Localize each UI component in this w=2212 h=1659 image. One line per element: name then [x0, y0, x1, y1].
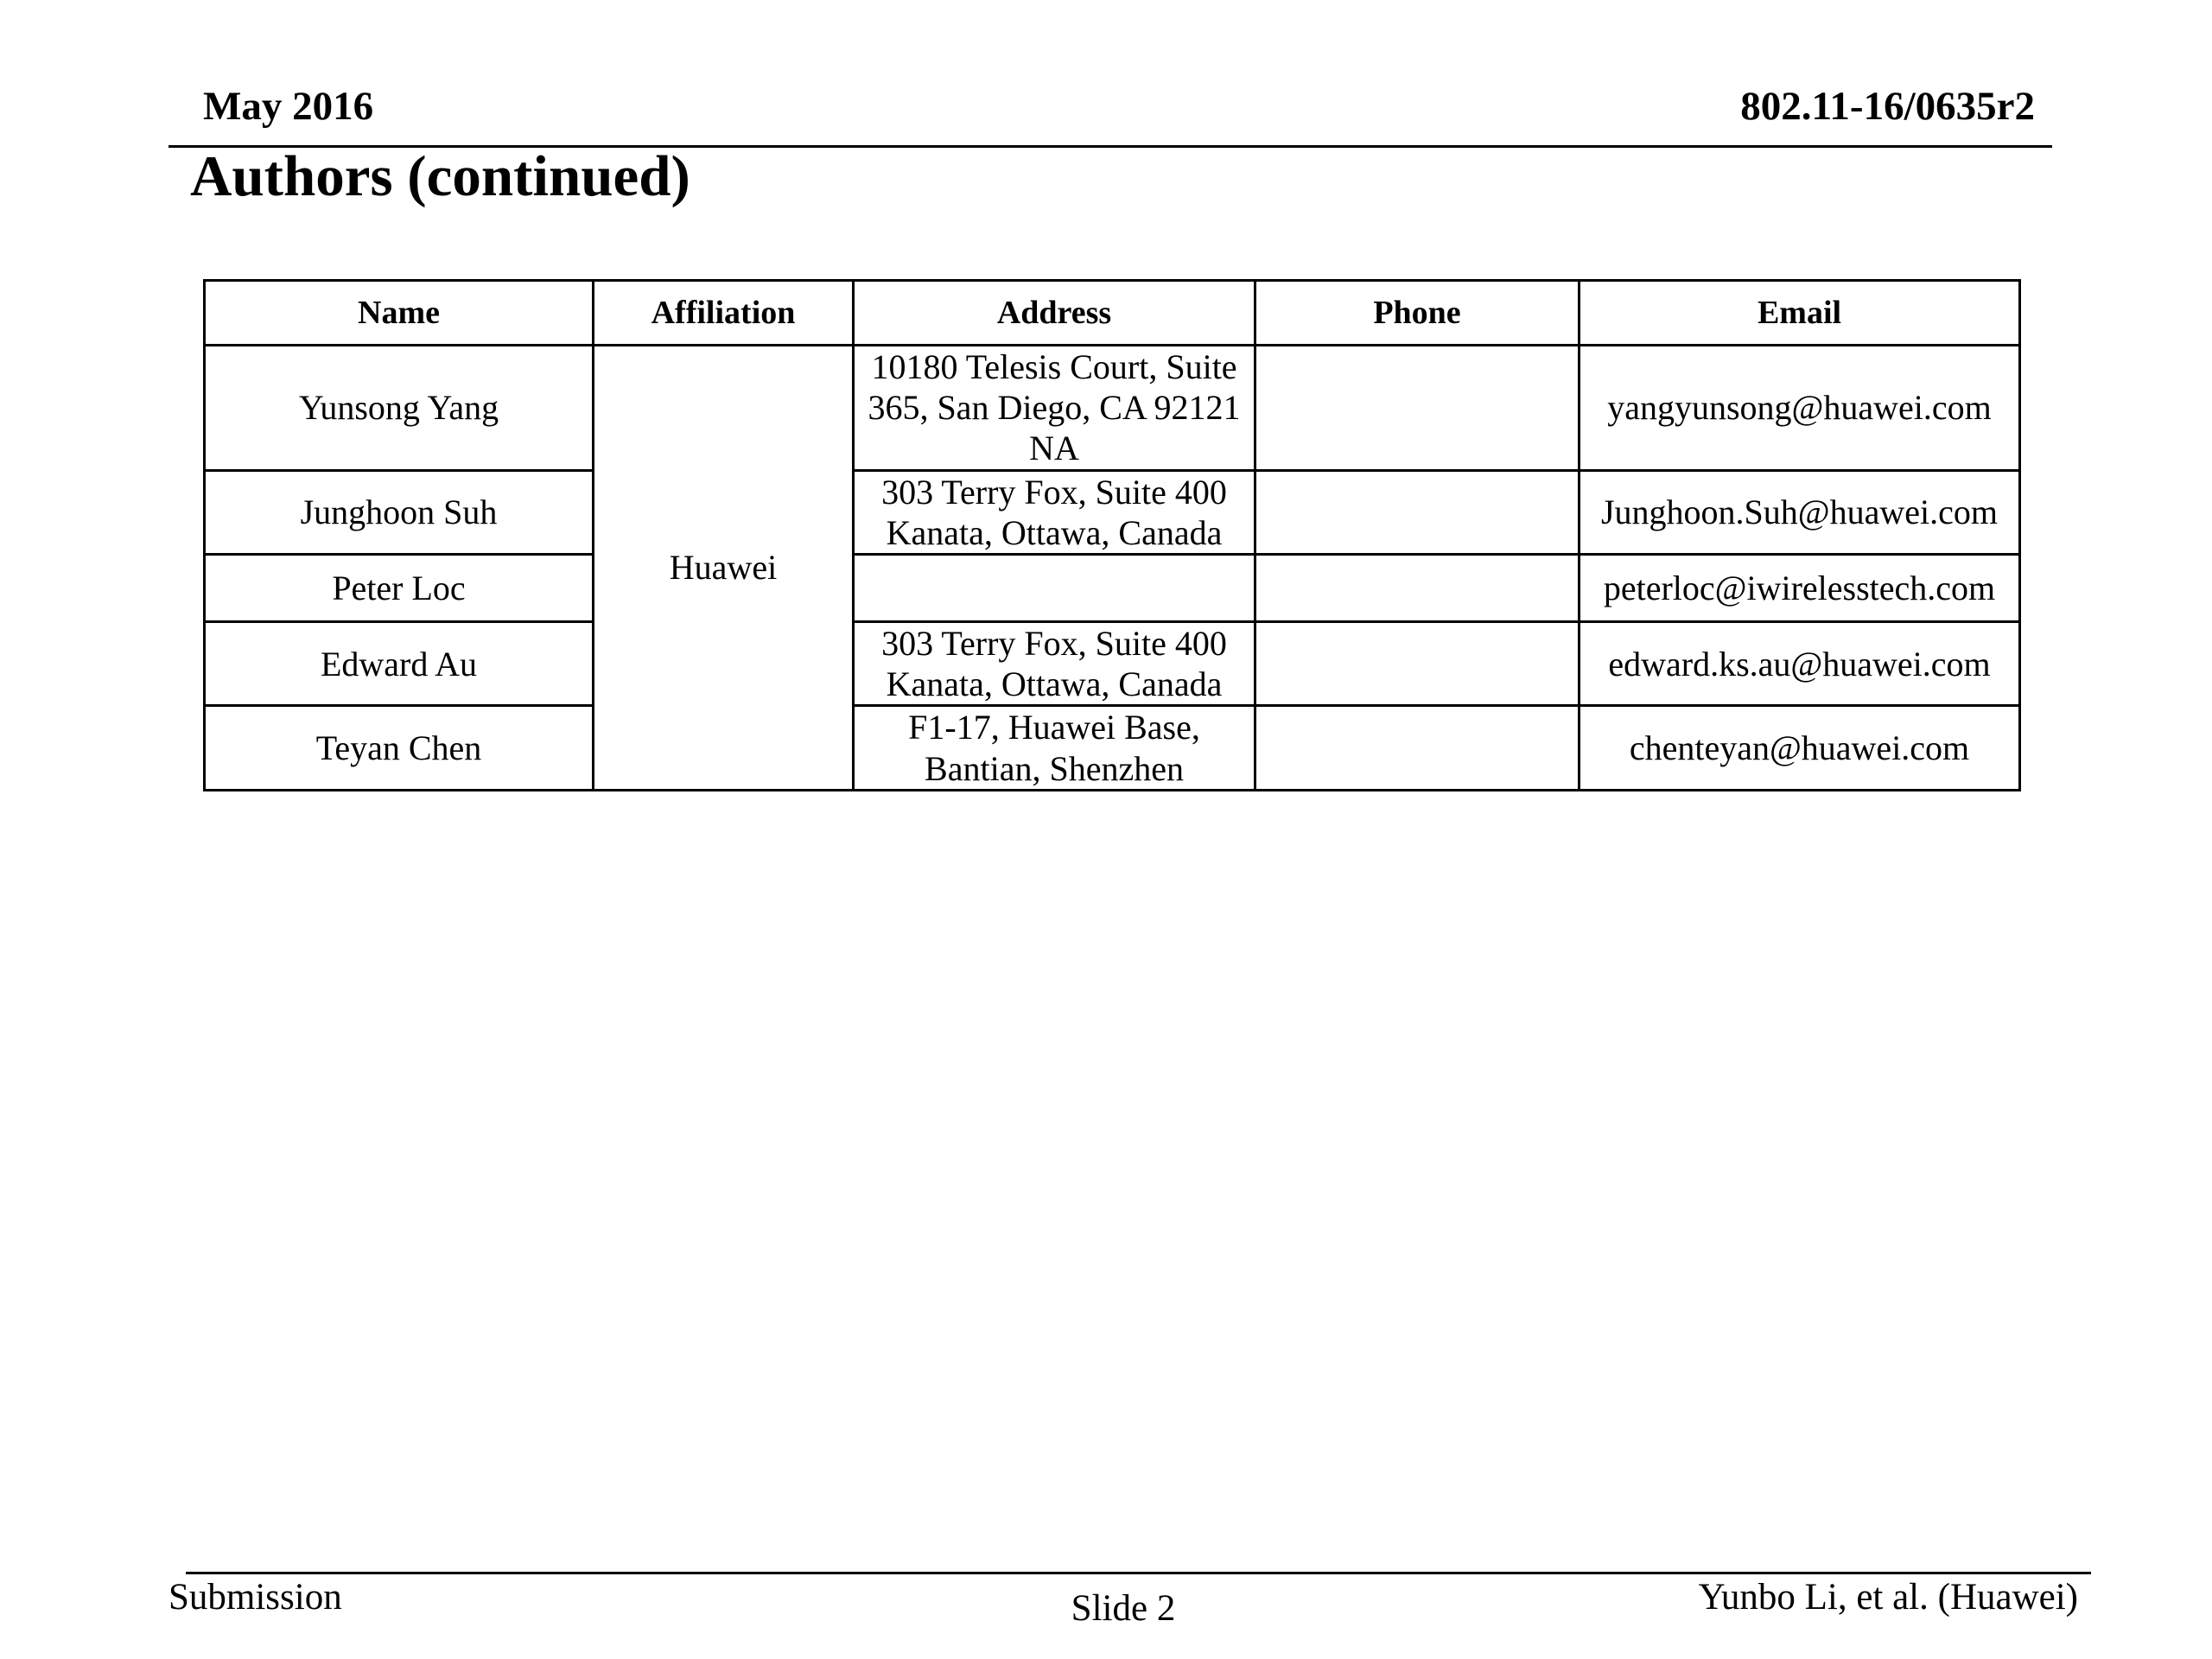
footer-submission: Submission: [168, 1577, 342, 1618]
address-line: 303 Terry Fox, Suite 400: [881, 472, 1227, 512]
column-header-phone: Phone: [1255, 281, 1580, 346]
address-line: Kanata, Ottawa, Canada: [886, 512, 1223, 552]
header-date: May 2016: [203, 84, 374, 129]
address-line: 10180 Telesis Court, Suite: [871, 347, 1237, 386]
author-phone: [1255, 346, 1580, 471]
footer-authors: Yunbo Li, et al. (Huawei): [1698, 1577, 2078, 1618]
author-address: [854, 621, 1255, 705]
table-row: [205, 346, 2020, 471]
address-line: Bantian, Shenzhen: [925, 748, 1184, 788]
footer-slide-number: Slide 2: [1071, 1588, 1176, 1629]
author-address: [854, 706, 1255, 790]
author-email: chenteyan@huawei.com: [1580, 706, 2020, 790]
table-header-row: [205, 281, 2020, 346]
author-email: edward.ks.au@huawei.com: [1580, 621, 2020, 705]
author-email: peterloc@iwirelesstech.com: [1580, 554, 2020, 621]
address-line: F1-17, Huawei Base,: [908, 708, 1200, 747]
author-address: [854, 554, 1255, 621]
author-phone: [1255, 554, 1580, 621]
author-name: Yunsong Yang: [205, 346, 594, 471]
column-header-email: Email: [1580, 281, 2020, 346]
author-address: [854, 470, 1255, 554]
table-row: [205, 554, 2020, 621]
author-name: Teyan Chen: [205, 706, 594, 790]
author-affiliation: Huawei: [594, 346, 854, 791]
author-phone: [1255, 621, 1580, 705]
author-email: yangyunsong@huawei.com: [1580, 346, 2020, 471]
authors-table: [203, 279, 2021, 791]
column-header-affiliation: Affiliation: [594, 281, 854, 346]
footer-divider: [186, 1572, 2091, 1574]
slide-title: Authors (continued): [190, 144, 690, 208]
table-row: [205, 621, 2020, 705]
author-address: [854, 346, 1255, 471]
author-name: Edward Au: [205, 621, 594, 705]
author-phone: [1255, 706, 1580, 790]
address-line: 303 Terry Fox, Suite 400: [881, 623, 1227, 663]
author-email: Junghoon.Suh@huawei.com: [1580, 470, 2020, 554]
address-line: Kanata, Ottawa, Canada: [886, 664, 1223, 704]
author-name: Junghoon Suh: [205, 470, 594, 554]
address-line: 365, San Diego, CA 92121: [868, 388, 1241, 428]
column-header-address: Address: [854, 281, 1255, 346]
table-row: [205, 470, 2020, 554]
table-row: [205, 706, 2020, 790]
author-name: Peter Loc: [205, 554, 594, 621]
address-line: NA: [1029, 429, 1079, 468]
header-doc-id: 802.11-16/0635r2: [1740, 84, 2035, 129]
column-header-name: Name: [205, 281, 594, 346]
author-phone: [1255, 470, 1580, 554]
